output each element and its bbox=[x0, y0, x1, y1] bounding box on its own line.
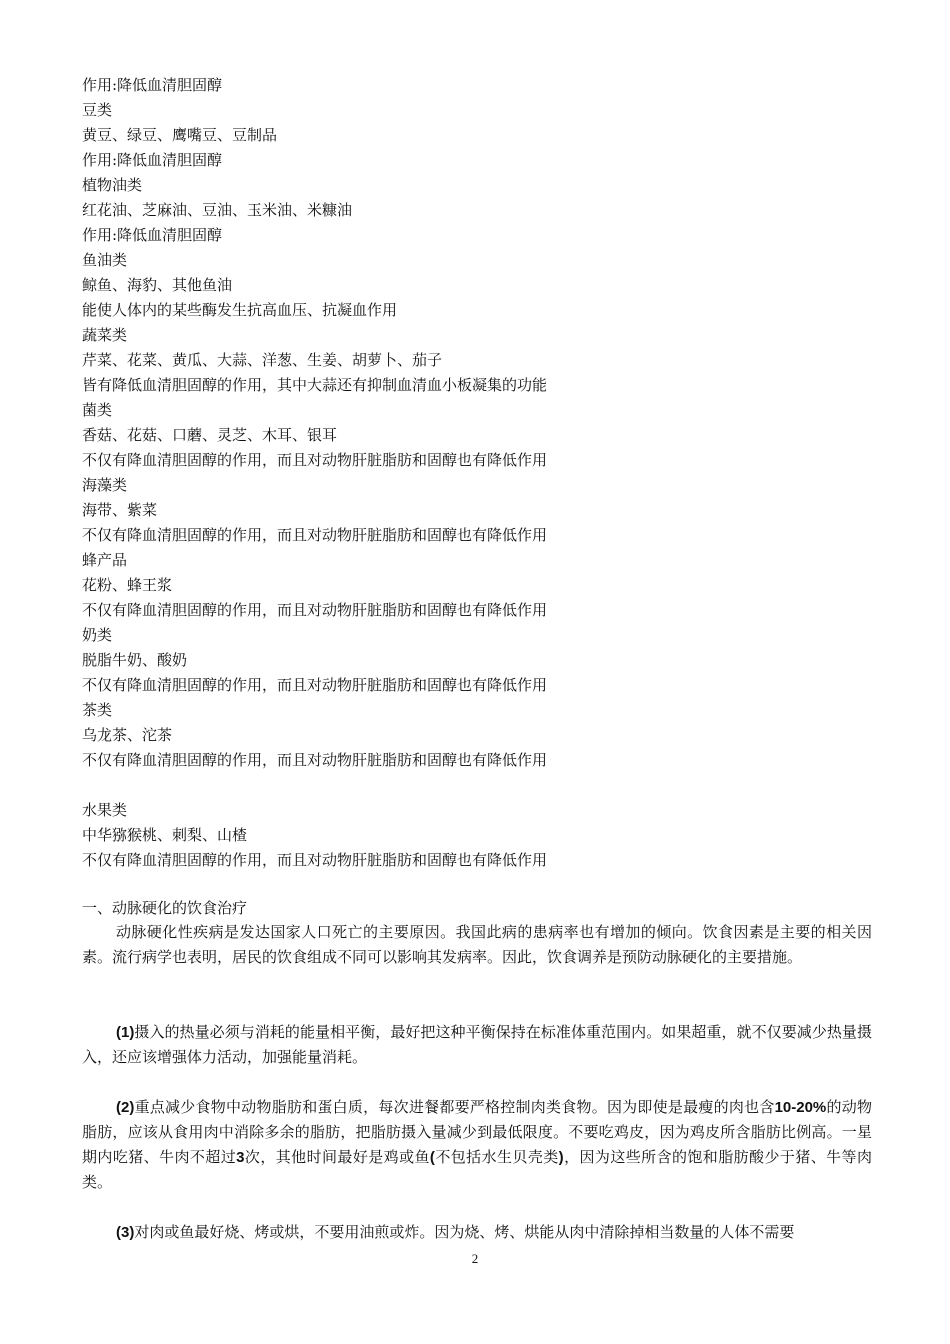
paragraph-text: 重点减少食物中动物脂肪和蛋白质，每次进餐都要严格控制肉类食物。因为即使是最瘦的肉也含 bbox=[134, 1098, 775, 1116]
paragraph-text: 次，其他时间最好是鸡或鱼 bbox=[244, 1148, 430, 1166]
list-line: 蔬菜类 bbox=[82, 326, 128, 344]
paragraph-1 bbox=[82, 1020, 872, 1070]
paragraph-text: 的动物脂肪，应该从食用肉中消除多余的脂肪，把脂肪摄入量减少到最低限度。不要吃鸡皮，因为鸡皮所含脂肪比例高。一星期内吃猪、牛肉不超过 bbox=[82, 1098, 872, 1166]
list-line: 乌龙茶、沱茶 bbox=[82, 726, 173, 744]
list-line: 奶类 bbox=[82, 626, 113, 644]
list-line: 菌类 bbox=[82, 401, 113, 419]
list-line: 海带、紫菜 bbox=[82, 501, 158, 519]
paragraph-text: 对肉或鱼最好烧、烤或烘，不要用油煎或炸。因为烧、烤、烘能从肉中清除掉相当数量的人体不需要 bbox=[134, 1223, 795, 1241]
paragraph-text: 摄入的热量必须与消耗的能量相平衡，最好把这种平衡保持在标准体重范围内。如果超重，就不仅要减少热量摄入，还应该增强体力活动，加强能量消耗。 bbox=[82, 1023, 872, 1066]
list-line: 香菇、花菇、口蘑、灵芝、木耳、银耳 bbox=[82, 426, 338, 444]
paragraph-3 bbox=[82, 1220, 872, 1245]
intro-paragraph: 动脉硬化性疾病是发达国家人口死亡的主要原因。我国此病的患病率也有增加的倾向。饮食因素是主要的相关因素。流行病学也表明，居民的饮食组成不同可以影响其发病率。因此，饮食调养是预防动脉硬化的主要措施。 bbox=[82, 923, 872, 966]
paragraph-text: ，因为这些所含的饱和脂肪酸少于猪、牛等肉类。 bbox=[82, 1148, 872, 1191]
list-line: 花粉、蜂王浆 bbox=[82, 576, 173, 594]
list-line: 红花油、芝麻油、豆油、玉米油、米糠油 bbox=[82, 201, 353, 219]
paren-close: ) bbox=[558, 1149, 564, 1166]
list-line: 不仅有降血清胆固醇的作用，而且对动物肝脏脂肪和固醇也有降低作用 bbox=[82, 751, 548, 769]
list-line: 能使人体内的某些酶发生抗高血压、抗凝血作用 bbox=[82, 301, 398, 319]
page-number: 2 bbox=[471, 1251, 479, 1266]
paragraph-text: 不包括水生贝壳类 bbox=[434, 1148, 559, 1166]
paren-open: ( bbox=[429, 1149, 435, 1166]
list-line: 脱脂牛奶、酸奶 bbox=[82, 651, 188, 669]
list-line: 海藻类 bbox=[82, 476, 128, 494]
list-line: 芹菜、花菜、黄瓜、大蒜、洋葱、生姜、胡萝卜、茄子 bbox=[82, 351, 443, 369]
paragraph-number: (1) bbox=[116, 1024, 135, 1041]
list-line: 作用:降低血清胆固醇 bbox=[82, 226, 223, 244]
list-line: 鱼油类 bbox=[82, 251, 128, 269]
list-line: 蜂产品 bbox=[82, 551, 128, 569]
times-value: 3 bbox=[236, 1149, 245, 1166]
list-line: 植物油类 bbox=[82, 176, 143, 194]
list-line bbox=[82, 773, 882, 798]
list-line: 茶类 bbox=[82, 701, 113, 719]
paragraph-number: (2) bbox=[116, 1099, 135, 1116]
list-line: 豆类 bbox=[82, 101, 113, 119]
list-line: 黄豆、绿豆、鹰嘴豆、豆制品 bbox=[82, 126, 278, 144]
list-line: 不仅有降血清胆固醇的作用，而且对动物肝脏脂肪和固醇也有降低作用 bbox=[82, 526, 548, 544]
list-line: 作用:降低血清胆固醇 bbox=[82, 151, 223, 169]
list-line: 鲸鱼、海豹、其他鱼油 bbox=[82, 276, 233, 294]
list-line: 不仅有降血清胆固醇的作用，而且对动物肝脏脂肪和固醇也有降低作用 bbox=[82, 451, 548, 469]
list-line: 皆有降低血清胆固醇的作用，其中大蒜还有抑制血清血小板凝集的功能 bbox=[82, 376, 548, 394]
list-line: 作用:降低血清胆固醇 bbox=[82, 76, 223, 94]
paragraph-number: (3) bbox=[116, 1224, 135, 1241]
list-line: 不仅有降血清胆固醇的作用，而且对动物肝脏脂肪和固醇也有降低作用 bbox=[82, 601, 548, 619]
list-line: 水果类 bbox=[82, 801, 128, 819]
paragraph-2 bbox=[82, 1095, 872, 1195]
list-line: 不仅有降血清胆固醇的作用，而且对动物肝脏脂肪和固醇也有降低作用 bbox=[82, 676, 548, 694]
section-heading: 一、动脉硬化的饮食治疗 bbox=[82, 899, 248, 917]
list-line: 中华猕猴桃、刺梨、山楂 bbox=[82, 826, 248, 844]
list-line: 不仅有降血清胆固醇的作用，而且对动物肝脏脂肪和固醇也有降低作用 bbox=[82, 851, 548, 869]
food-list bbox=[82, 73, 882, 873]
percent-value: 10-20% bbox=[774, 1099, 827, 1116]
